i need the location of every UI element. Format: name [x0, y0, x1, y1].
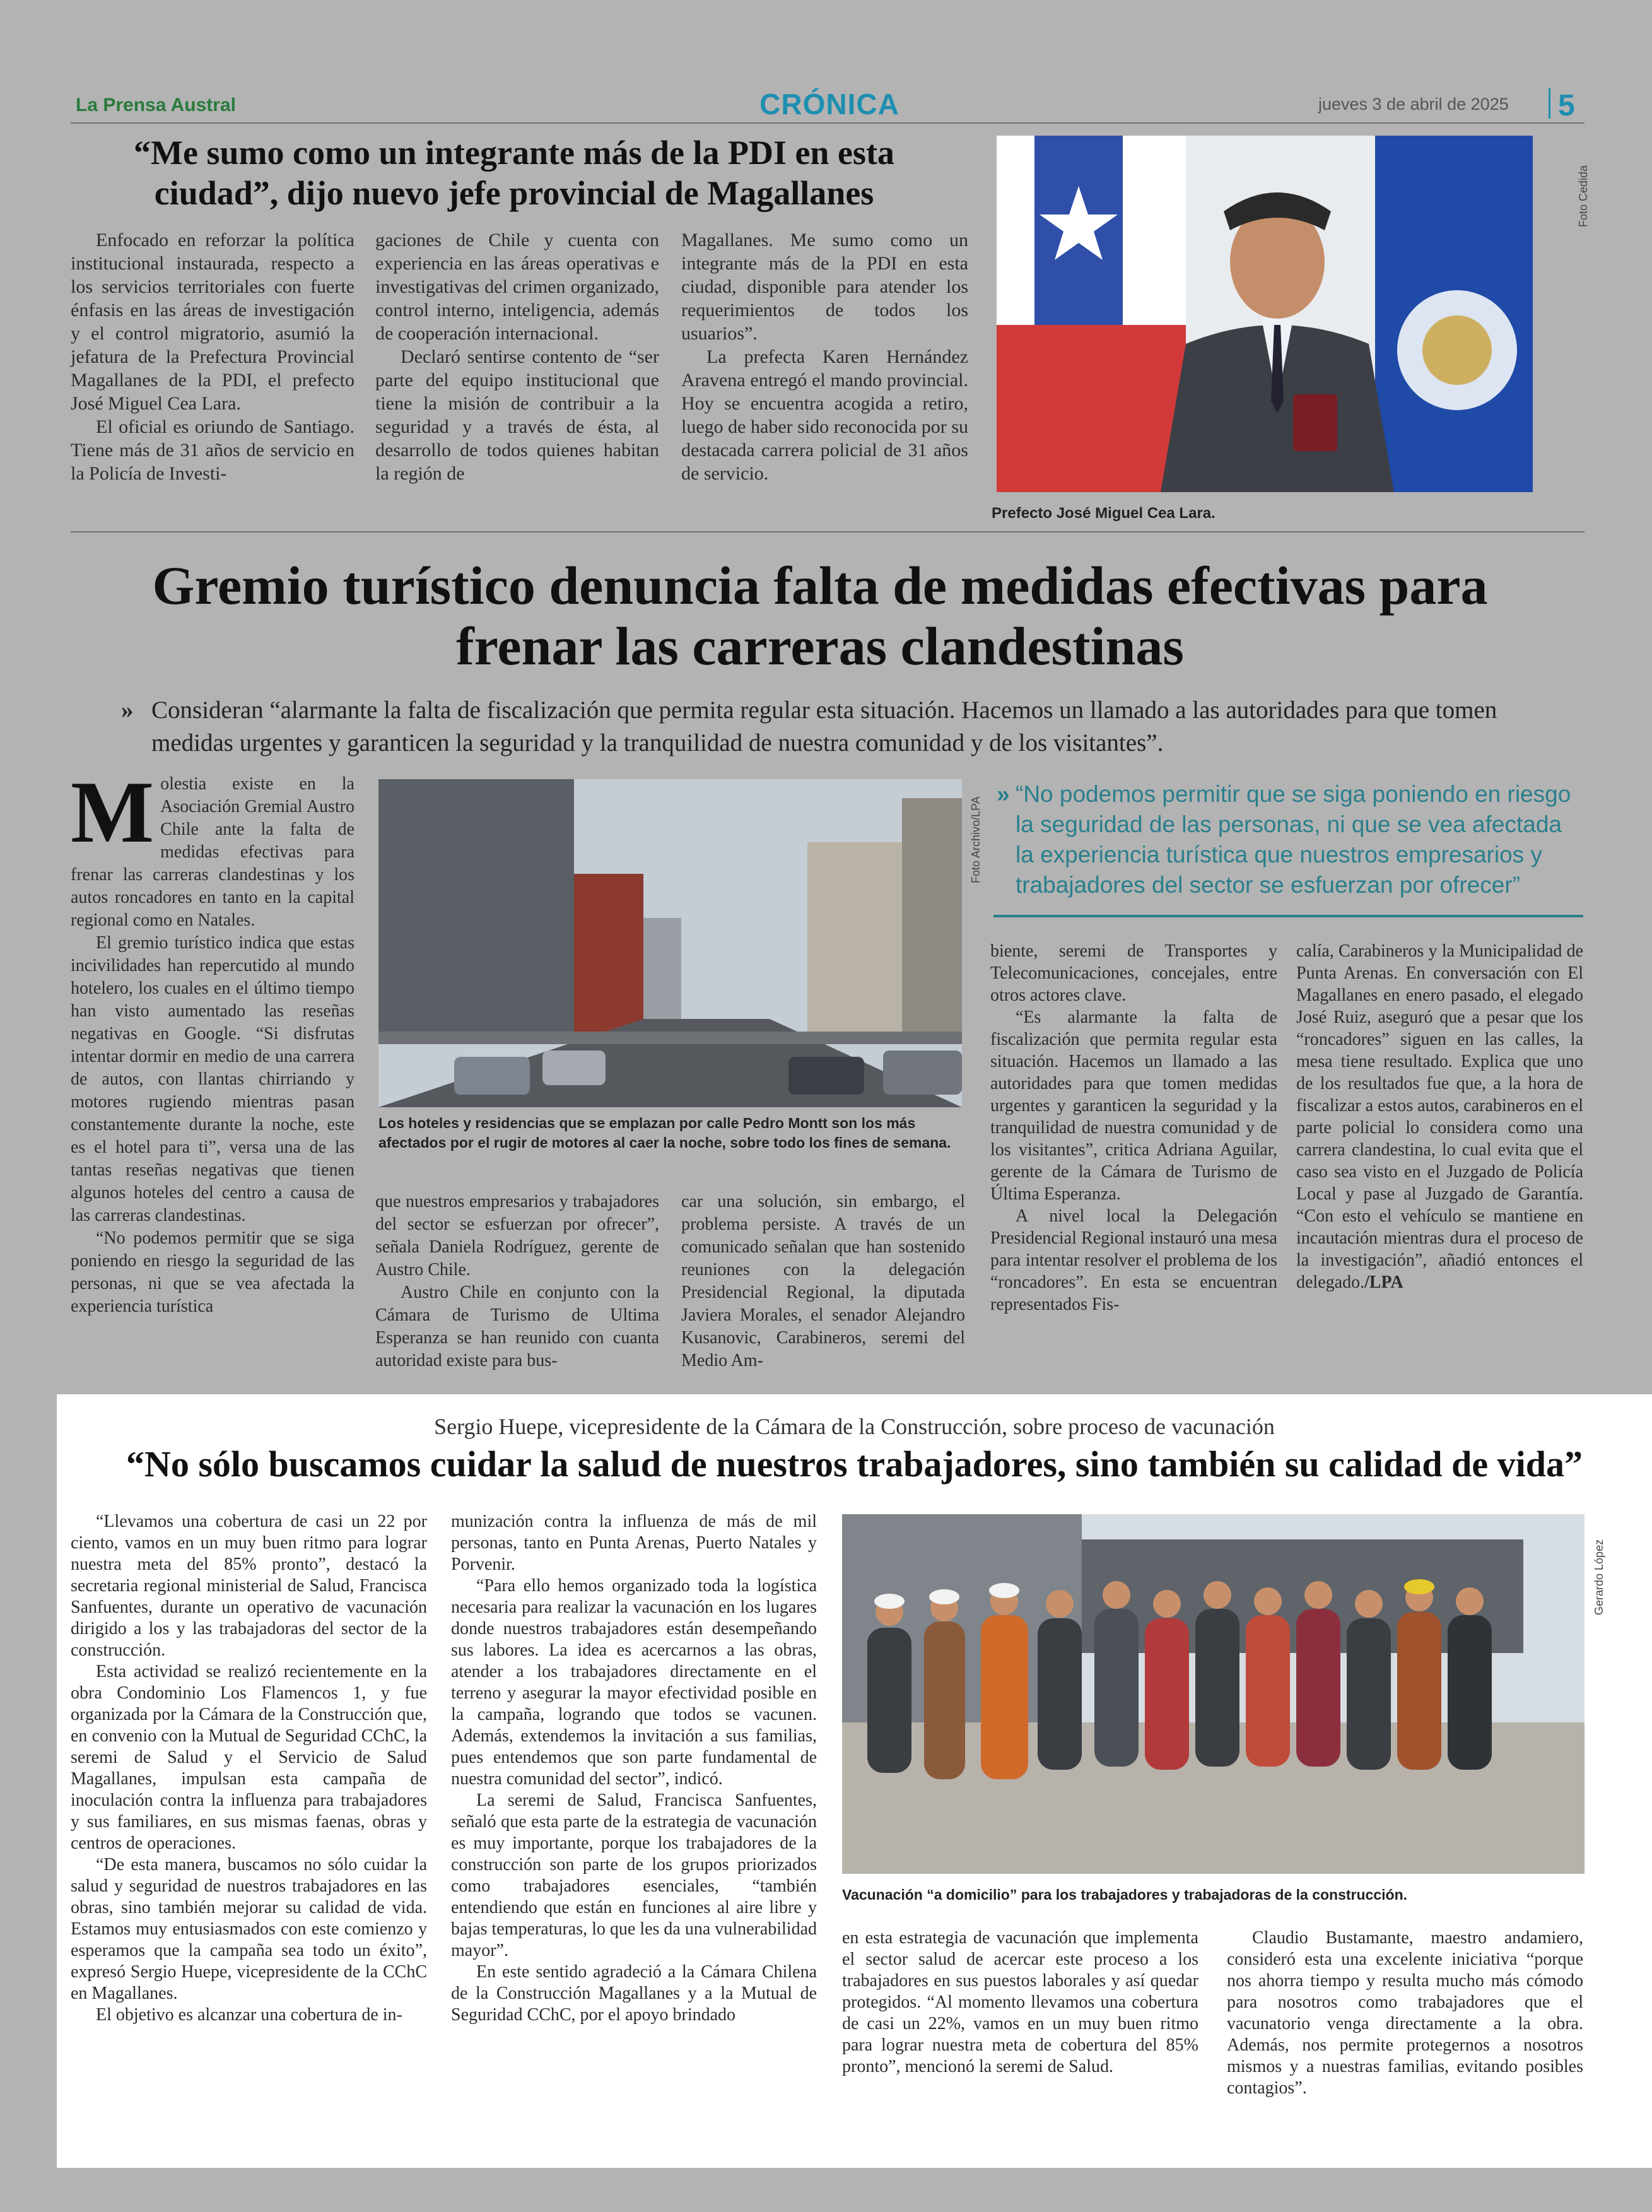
bullet-chevron-icon: »	[997, 781, 1010, 807]
prefect-photo	[997, 136, 1533, 492]
article2-pull-quote	[997, 779, 1586, 900]
publication-name: La Prensa Austral	[76, 95, 236, 115]
header-rule	[71, 122, 1585, 124]
paragraph: La seremi de Salud, Francisca Sanfuentes, señaló que esta parte de la estrategia de vacunación es muy importante, porque los trabajadores de la construcción son parte de los grupos priorizados como trabajadores esenciales, “también entendiendo que están en funciones al aire libre y bajas temperaturas, lo que les da una vulnerabilidad mayor”.	[451, 1791, 817, 1960]
photo-credit: Gerardo López	[1593, 1539, 1605, 1615]
article1-column-3	[681, 228, 968, 485]
paragraph: Austro Chile en conjunto con la Cámara de Turismo de Ultima Esperanza se han reunido con cuanta autoridad existe para bus-	[375, 1283, 659, 1370]
paragraph: car una solución, sin embargo, el problema persiste. A través de un comunicado señalan que han sostenido reuniones con la delegación Presidencial Regional, la diputada Javiera Morales, el senador Alejandro Kusanovic, Carabineros, seremi del Medio Am-	[681, 1192, 965, 1370]
article3-photo-caption: Vacunación “a domicilio” para los trabajadores y trabajadoras de la construcción.	[842, 1886, 1408, 1903]
pull-quote-text: “No podemos permitir que se siga poniendo en riesgo la seguridad de las personas, ni que se vea afectada la experiencia turística que nuestros empresarios y trabajadores del sector se esfuerzan por ofrecer”	[1016, 781, 1571, 898]
paragraph: munización contra la influenza de más de mil personas, tanto en Punta Arenas, Puerto Natales y Porvenir.	[451, 1512, 817, 1574]
article2-headline: Gremio turístico denuncia falta de medidas efectivas para frenar las carreras clandestinas	[152, 555, 1488, 676]
paragraph: olestia existe en la Asociación Gremial Austro Chile ante la falta de medidas efectivas para frenar las carreras clandestinas y los autos roncadores en tanto en la capital regional como en Natales.	[71, 774, 354, 930]
dropcap-letter: M	[71, 763, 155, 861]
article2-column-2	[375, 1191, 659, 1372]
paragraph: El objetivo es alcanzar una cobertura de in-	[96, 2005, 402, 2025]
issue-date: jueves 3 de abril de 2025	[1318, 95, 1509, 114]
paragraph: Esta actividad se realizó recientemente en la obra Condominio Los Flamencos 1, y fue organizada por la Cámara de la Construcción que, en convenio con la Mutual de Seguridad CChC, la seremi de Salud y el Servicio de Salud Magallanes, impulsan esta campaña de inoculación contra la influenza para trabajadores y sus familiares, en sus mismas faenas, obras y centros de operaciones.	[71, 1662, 427, 1853]
photo-credit: Foto Cedida	[1577, 165, 1590, 227]
article3-column-1	[71, 1511, 427, 2026]
article2-column-4	[990, 940, 1277, 1315]
header-separator	[1549, 88, 1550, 119]
paragraph: El oficial es oriundo de Santiago. Tiene más de 31 años de servicio en la Policía de Investi-	[71, 416, 354, 484]
article3-column-4	[1227, 1927, 1583, 2099]
article1-photo-caption: Prefecto José Miguel Cea Lara.	[992, 505, 1216, 522]
paragraph: en esta estrategia de vacunación que implementa el sector salud de acercar este proceso a los trabajadores en sus puestos laborales y así quedar protegidos. “Al momento llevamos una cobertura de casi un 22%, vamos en un muy buen ritmo para lograr nuestra meta de cobertura del 85% pronto”, mencionó la seremi de Salud.	[842, 1928, 1198, 2076]
paragraph: Magallanes. Me sumo como un integrante más de la PDI en esta ciudad, disponible para atender los requerimientos de todos los usuarios”.	[681, 230, 968, 344]
workers-photo-illustration	[842, 1514, 1585, 1874]
paragraph: En este sentido agradeció a la Cámara Chilena de la Construcción Magallanes y a la Mutual de Seguridad CChC, por el apoyo brindado	[451, 1962, 817, 2025]
paragraph: biente, seremi de Transportes y Telecomunicaciones, concejales, entre otros actores clave.	[990, 941, 1277, 1005]
article2-column-1	[71, 763, 354, 1318]
article1-column-1	[71, 228, 354, 485]
page-number: 5	[1558, 89, 1575, 122]
article3-column-3	[842, 1927, 1198, 2078]
article3-kicker: Sergio Huepe, vicepresidente de la Cámara de la Construcción, sobre proceso de vacunación	[434, 1414, 1275, 1439]
paragraph	[1296, 940, 1583, 1293]
paragraph: Declaró sentirse contento de “ser parte del equipo institucional que tiene la misión de contribuir a la seguridad y a través de ésta, al desarrollo de todos quienes habitan la región de	[375, 346, 659, 484]
article1-headline: “Me sumo como un integrante más de la PDI en esta ciudad”, dijo nuevo jefe provincial de Magallanes	[134, 134, 894, 212]
photo-credit: Foto Archivo/LPA	[970, 796, 982, 883]
paragraph: La prefecta Karen Hernández Aravena entregó el mando provincial. Hoy se encuentra acogida a retiro, luego de haber sido reconocida por su destacada carrera policial de 31 años de servicio.	[681, 346, 968, 484]
article2-photo-caption: Los hoteles y residencias que se emplazan por calle Pedro Montt son los más afectados por el rugir de motores al caer la noche, sobre todo los fines de semana.	[378, 1115, 951, 1151]
pedro-montt-street-photo	[378, 779, 962, 1107]
article1-column-2	[375, 228, 659, 485]
paragraph: “Es alarmante la falta de fiscalización que permita regular esta situación. Hacemos un llamado a las autoridades para que tomen medidas urgentes y garanticen la seguridad y la tranquilidad de nuestra comunidad y de los visitantes”, critica Adriana Aguilar, gerente de la Cámara de Turismo de Última Esperanza.	[990, 1008, 1277, 1204]
bullet-chevron-icon: »	[121, 697, 134, 724]
paragraph: Claudio Bustamante, maestro andamiero, consideró esta una excelente iniciativa “porque nos ahorra tiempo y resulta mucho más cómodo para nosotros como trabajadores que el vacunatorio venga directamente a la obra. Además, nos permite protegernos a nosotros mismos y a nuestras familias, evitando posibles contagios”.	[1227, 1928, 1583, 2098]
paragraph-text: calía, Carabineros y la Municipalidad de Punta Arenas. En conversación con El Magallanes en enero pasado, el elegado José Ruiz, aseguró que a pesar que los “roncadores” siguen en las calles, la mesa tiene resultado. Explica que uno de los resultados fue que, a la hora de fiscalizar a estos autos, carabineros en el parte policial lo considera como una carrera clandestina, lo cual evita que el caso sea visto en el Juzgado de Policía Local y pase al Juzgado de Garantía. “Con esto el vehículo se mantiene en incautación mientras dura el proceso de la investigación”, añadió entonces el delegado.	[1296, 941, 1583, 1292]
paragraph: Enfocado en reforzar la política institucional instaurada, respecto a los servicios territoriales con fuerte énfasis en las áreas de investigación y el control migratorio, asumió la jefatura de la Prefectura Provincial Magallanes de la PDI, el prefecto José Miguel Cea Lara.	[71, 230, 354, 414]
article2-subhead-text: Consideran “alarmante la falta de fiscalización que permita regular esta situación. Hacemos un llamado a las autoridades para que tomen medidas urgentes y garanticen la seguridad y la tranquilidad de nuestra comunidad y de los visitantes”.	[151, 697, 1497, 756]
article2-column-3	[681, 1191, 965, 1372]
paragraph: “Llevamos una cobertura de casi un 22 por ciento, vamos en un muy buen ritmo para lograr nuestra meta del 85% pronto”, destacó la secretaria regional ministerial de Salud, Francisca Sanfuentes, durante un operativo de vacunación dirigido a los y las trabajadoras del sector de la construcción.	[71, 1512, 427, 1660]
paragraph: gaciones de Chile y cuenta con experiencia en las áreas operativas e investigativas del crimen organizado, control interno, inteligencia, además de cooperación internacional.	[375, 230, 659, 344]
paragraph: que nuestros empresarios y trabajadores del sector se esfuerzan por ofrecer”, señala Daniela Rodríguez, gerente de Austro Chile.	[375, 1192, 659, 1280]
article3-headline: “No sólo buscamos cuidar la salud de nuestros trabajadores, sino también su calidad de vida”	[126, 1444, 1583, 1485]
paragraph: “Para ello hemos organizado toda la logística necesaria para realizar la vacunación en los lugares donde nuestros trabajadores están desempeñando sus labores. La idea es acercarnos a las obras, atender a los trabajadores directamente en el terreno y asegurar la mayor efectividad posible en la campaña, logrando que todos se vacunen. Además, extendemos la invitación a sus familias, pues entendemos que son parte fundamental de nuestra comunidad del sector”, indicó.	[451, 1576, 817, 1789]
signoff: /LPA	[1364, 1273, 1403, 1292]
article3-column-2	[451, 1511, 817, 2026]
article2-column-5	[1296, 940, 1583, 1293]
prefect-photo-illustration	[997, 136, 1533, 492]
section-title: CRÓNICA	[759, 88, 899, 121]
paragraph: El gremio turístico indica que estas incivilidades han repercutido al mundo hotelero, los cuales en el último tiempo han visto aumentado las reseñas negativas en Google. “Si disfrutas intentar dormir en medio de una carrera de autos, con llantas chirriando y motores rugiendo mientras pasan constantemente durante la noche, este es el hotel para ti”, versa una de las tantas reseñas negativas que tienen algunos hoteles del centro a causa de las carreras clandestinas.	[71, 933, 354, 1225]
article2-subhead	[121, 694, 1539, 760]
paragraph: “De esta manera, buscamos no sólo cuidar la salud y seguridad de nuestros trabajadores en las obras, sino también mejorar su calidad de vida. Estamos muy entusiasmados con este comienzo y esperamos que la campaña sea todo un éxito”, expresó Sergio Huepe, vicepresidente de la CChC en Magallanes.	[71, 1855, 427, 2003]
paragraph: A nivel local la Delegación Presidencial Regional instauró una mesa para intentar resolver el problema de los “roncadores”. En esta se encuentran representados Fis-	[990, 1206, 1277, 1314]
construction-workers-photo	[842, 1514, 1585, 1874]
street-photo-illustration	[378, 779, 962, 1107]
section-rule	[71, 531, 1585, 532]
quote-rule	[993, 915, 1583, 917]
paragraph: “No podemos permitir que se siga poniendo en riesgo la seguridad de las personas, ni que se vea afectada la experiencia turística	[71, 1228, 354, 1316]
